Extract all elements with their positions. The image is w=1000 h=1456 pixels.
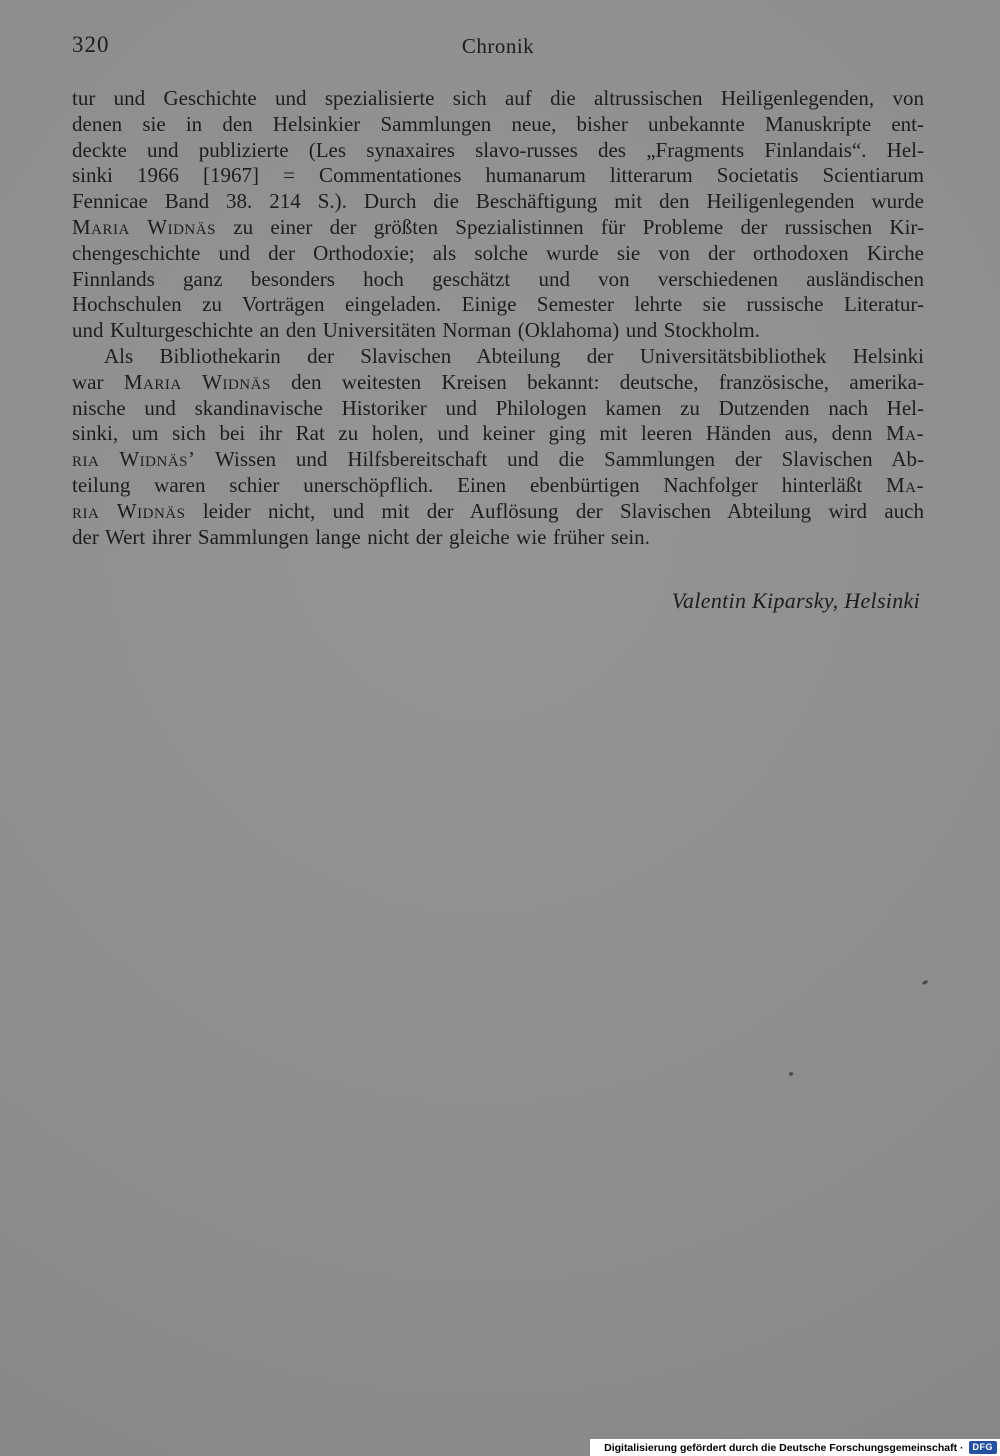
text-line (72, 189, 924, 215)
text-line (72, 112, 924, 138)
digitization-footer (590, 1439, 1000, 1456)
text-segment: zu einer der größten Spezialistinnen für Probleme der russischen Kir- (215, 214, 925, 239)
person-name-smallcaps: ria Widnäs’ (72, 447, 196, 472)
article-body (72, 86, 924, 550)
text-line (72, 241, 924, 267)
running-head-title: Chronik (461, 34, 535, 58)
text-segment: war (72, 369, 124, 394)
person-name-smallcaps: ria Widnäs (72, 498, 186, 523)
scan-artifact (788, 1071, 793, 1076)
text-segment: und Kulturgeschichte an den Universitäten Norman (Oklahoma) und Stockholm. (72, 318, 760, 343)
text-segment: sinki 1966 [1967] = Commentationes humanarum litterarum Societatis Scientiarum (72, 163, 924, 188)
text-segment: Finnlands ganz besonders hoch geschätzt und von verschiedenen ausländischen (72, 266, 924, 291)
text-segment: der Wert ihrer Sammlungen lange nicht der gleiche wie früher sein. (72, 524, 650, 549)
text-segment: tur und Geschichte und spezialisierte sich auf die altrussischen Heiligenlegenden, von (72, 86, 924, 110)
text-line (72, 344, 924, 370)
text-line (72, 138, 924, 164)
text-segment: chengeschichte und der Orthodoxie; als solche wurde sie von der orthodoxen Kirche (72, 240, 924, 265)
text-line (72, 318, 924, 344)
text-segment: Als Bibliothekarin der Slavischen Abteilung der Universitätsbibliothek Helsinki (104, 343, 924, 368)
text-line (72, 396, 924, 422)
text-line (72, 86, 924, 112)
person-name-smallcaps: Maria Widnäs (72, 214, 216, 239)
dfg-logo: DFG (969, 1441, 998, 1454)
text-line (72, 215, 924, 241)
text-segment: denen sie in den Helsinkier Sammlungen neue, bisher unbekannte Manuskripte ent- (72, 111, 924, 136)
text-line (72, 447, 924, 473)
page-header (72, 30, 924, 62)
text-segment: den weitesten Kreisen bekannt: deutsche, französische, amerika- (270, 369, 924, 394)
text-segment: sinki, um sich bei ihr Rat zu holen, und keiner ging mit leeren Händen aus, denn (72, 421, 886, 446)
text-line (72, 499, 924, 525)
person-name-smallcaps: Ma- (886, 421, 924, 446)
text-segment: Wissen und Hilfsbereitschaft und die Sammlungen der Slavischen Ab- (195, 447, 924, 472)
text-line (72, 421, 924, 447)
text-line (72, 370, 924, 396)
text-segment: nische und skandinavische Historiker und Philologen kamen zu Dutzenden nach Hel- (72, 395, 924, 420)
text-segment: leider nicht, und mit der Auflösung der Slavischen Abteilung wird auch (185, 498, 924, 523)
text-segment: deckte und publizierte (Les synaxaires slavo-russes des „Fragments Finlandais“. Hel- (72, 137, 924, 162)
text-segment: Fennicae Band 38. 214 S.). Durch die Beschäftigung mit den Heiligenlegenden wurde (72, 189, 924, 214)
text-line (72, 292, 924, 318)
paragraph (72, 86, 924, 344)
person-name-smallcaps: Maria Widnäs (123, 369, 271, 394)
text-line (72, 163, 924, 189)
footer-credit-text: Digitalisierung gefördert durch die Deutsche Forschungsgemeinschaft · (604, 1441, 964, 1454)
page-number: 320 (72, 32, 110, 57)
text-line (72, 473, 924, 499)
paragraph (72, 344, 924, 550)
text-segment: Hochschulen zu Vorträgen eingeladen. Einige Semester lehrte sie russische Literatur- (72, 292, 924, 317)
text-line (72, 267, 924, 293)
text-segment: teilung waren schier unerschöpflich. Einen ebenbürtigen Nachfolger hinterläßt (72, 472, 886, 497)
person-name-smallcaps: Ma- (886, 472, 924, 497)
scan-artifact (922, 980, 929, 985)
text-line (72, 525, 924, 551)
author-signature: Valentin Kiparsky, Helsinki (671, 588, 920, 613)
